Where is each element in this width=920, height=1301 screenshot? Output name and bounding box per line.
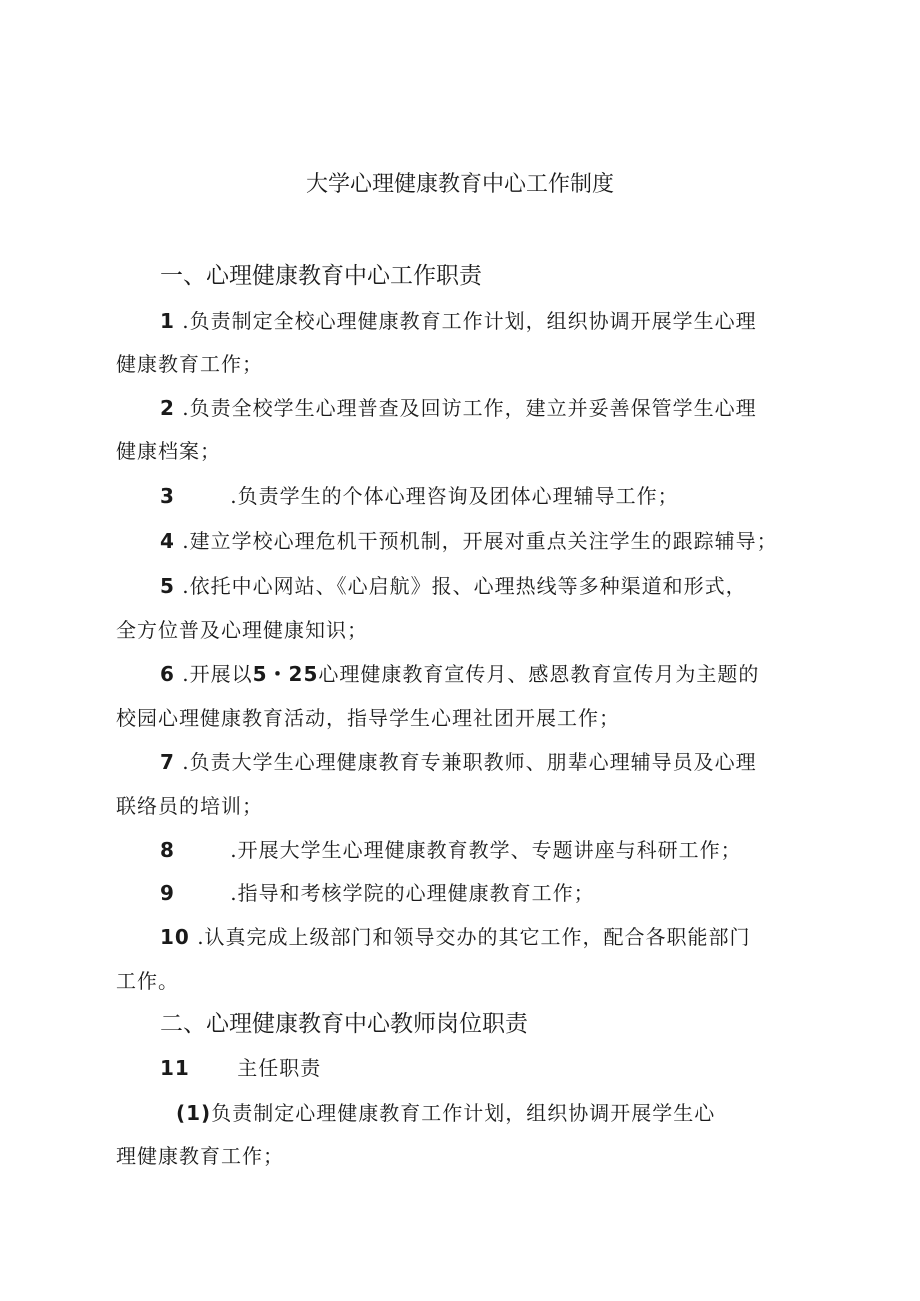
list-item-1-continuation: 健康教育工作； [116, 352, 263, 376]
sub-item-1-continuation: 理健康教育工作； [116, 1144, 284, 1168]
item-text: .负责全校学生心理普查及回访工作，建立并妥善保管学生心理 [182, 396, 757, 420]
item-text: .负责制定全校心理健康教育工作计划，组织协调开展学生心理 [182, 309, 757, 333]
list-item-7-continuation: 联络员的培训； [116, 794, 263, 818]
item-number: 5 [160, 574, 175, 598]
item-number: 1 [160, 309, 175, 333]
item-text: .负责学生的个体心理咨询及团体心理辅导工作； [230, 484, 679, 508]
item-date-text: 5・25 [252, 662, 319, 686]
list-item-10-continuation: 工作。 [116, 969, 179, 993]
item-number: 2 [160, 396, 175, 420]
item-number: 9 [160, 881, 175, 905]
list-item-3 [160, 482, 679, 510]
sub-number: 11 [160, 1056, 190, 1080]
list-item-6 [160, 660, 759, 688]
list-item-1 [160, 307, 757, 335]
item-number: 3 [160, 484, 175, 508]
item-number: 8 [160, 838, 175, 862]
item-text: .开展以 [182, 662, 253, 686]
item-text: .建立学校心理危机干预机制，开展对重点关注学生的跟踪辅导； [182, 529, 778, 553]
sub-item-number: (1) [176, 1101, 212, 1125]
item-text: .负责大学生心理健康教育专兼职教师、朋辈心理辅导员及心理 [182, 750, 757, 774]
list-item-2 [160, 394, 757, 422]
list-item-5-continuation: 全方位普及心理健康知识； [116, 618, 368, 642]
item-number: 10 [160, 925, 190, 949]
list-item-5 [160, 572, 747, 600]
sub-item-text: 负责制定心理健康教育工作计划，组织协调开展学生心 [211, 1101, 716, 1125]
item-number: 4 [160, 529, 175, 553]
item-text-cont: 心理健康教育宣传月、感恩教育宣传月为主题的 [318, 662, 760, 686]
item-text: .认真完成上级部门和领导交办的其它工作，配合各职能部门 [197, 925, 751, 949]
list-item-6-continuation: 校园心理健康教育活动，指导学生心理社团开展工作； [116, 706, 620, 730]
section-heading-2: 二、心理健康教育中心教师岗位职责 [160, 1011, 528, 1037]
item-number: 6 [160, 662, 175, 686]
item-text: .指导和考核学院的心理健康教育工作； [230, 881, 595, 905]
item-text: .依托中心网站、《心启航》报、心理热线等多种渠道和形式， [182, 574, 747, 598]
document-title: 大学心理健康教育中心工作制度 [305, 172, 614, 197]
list-item-9 [160, 879, 595, 907]
sub-item-1 [176, 1099, 715, 1127]
list-item-8 [160, 836, 742, 864]
sub-text: 主任职责 [237, 1056, 322, 1080]
list-item-7 [160, 748, 757, 776]
section-heading-1: 一、心理健康教育中心工作职责 [160, 263, 482, 289]
item-text: .开展大学生心理健康教育教学、专题讲座与科研工作； [230, 838, 742, 862]
list-item-4 [160, 527, 778, 555]
list-item-10 [160, 923, 751, 951]
list-item-2-continuation: 健康档案； [116, 439, 221, 463]
item-number: 7 [160, 750, 175, 774]
sub-heading [160, 1054, 321, 1082]
